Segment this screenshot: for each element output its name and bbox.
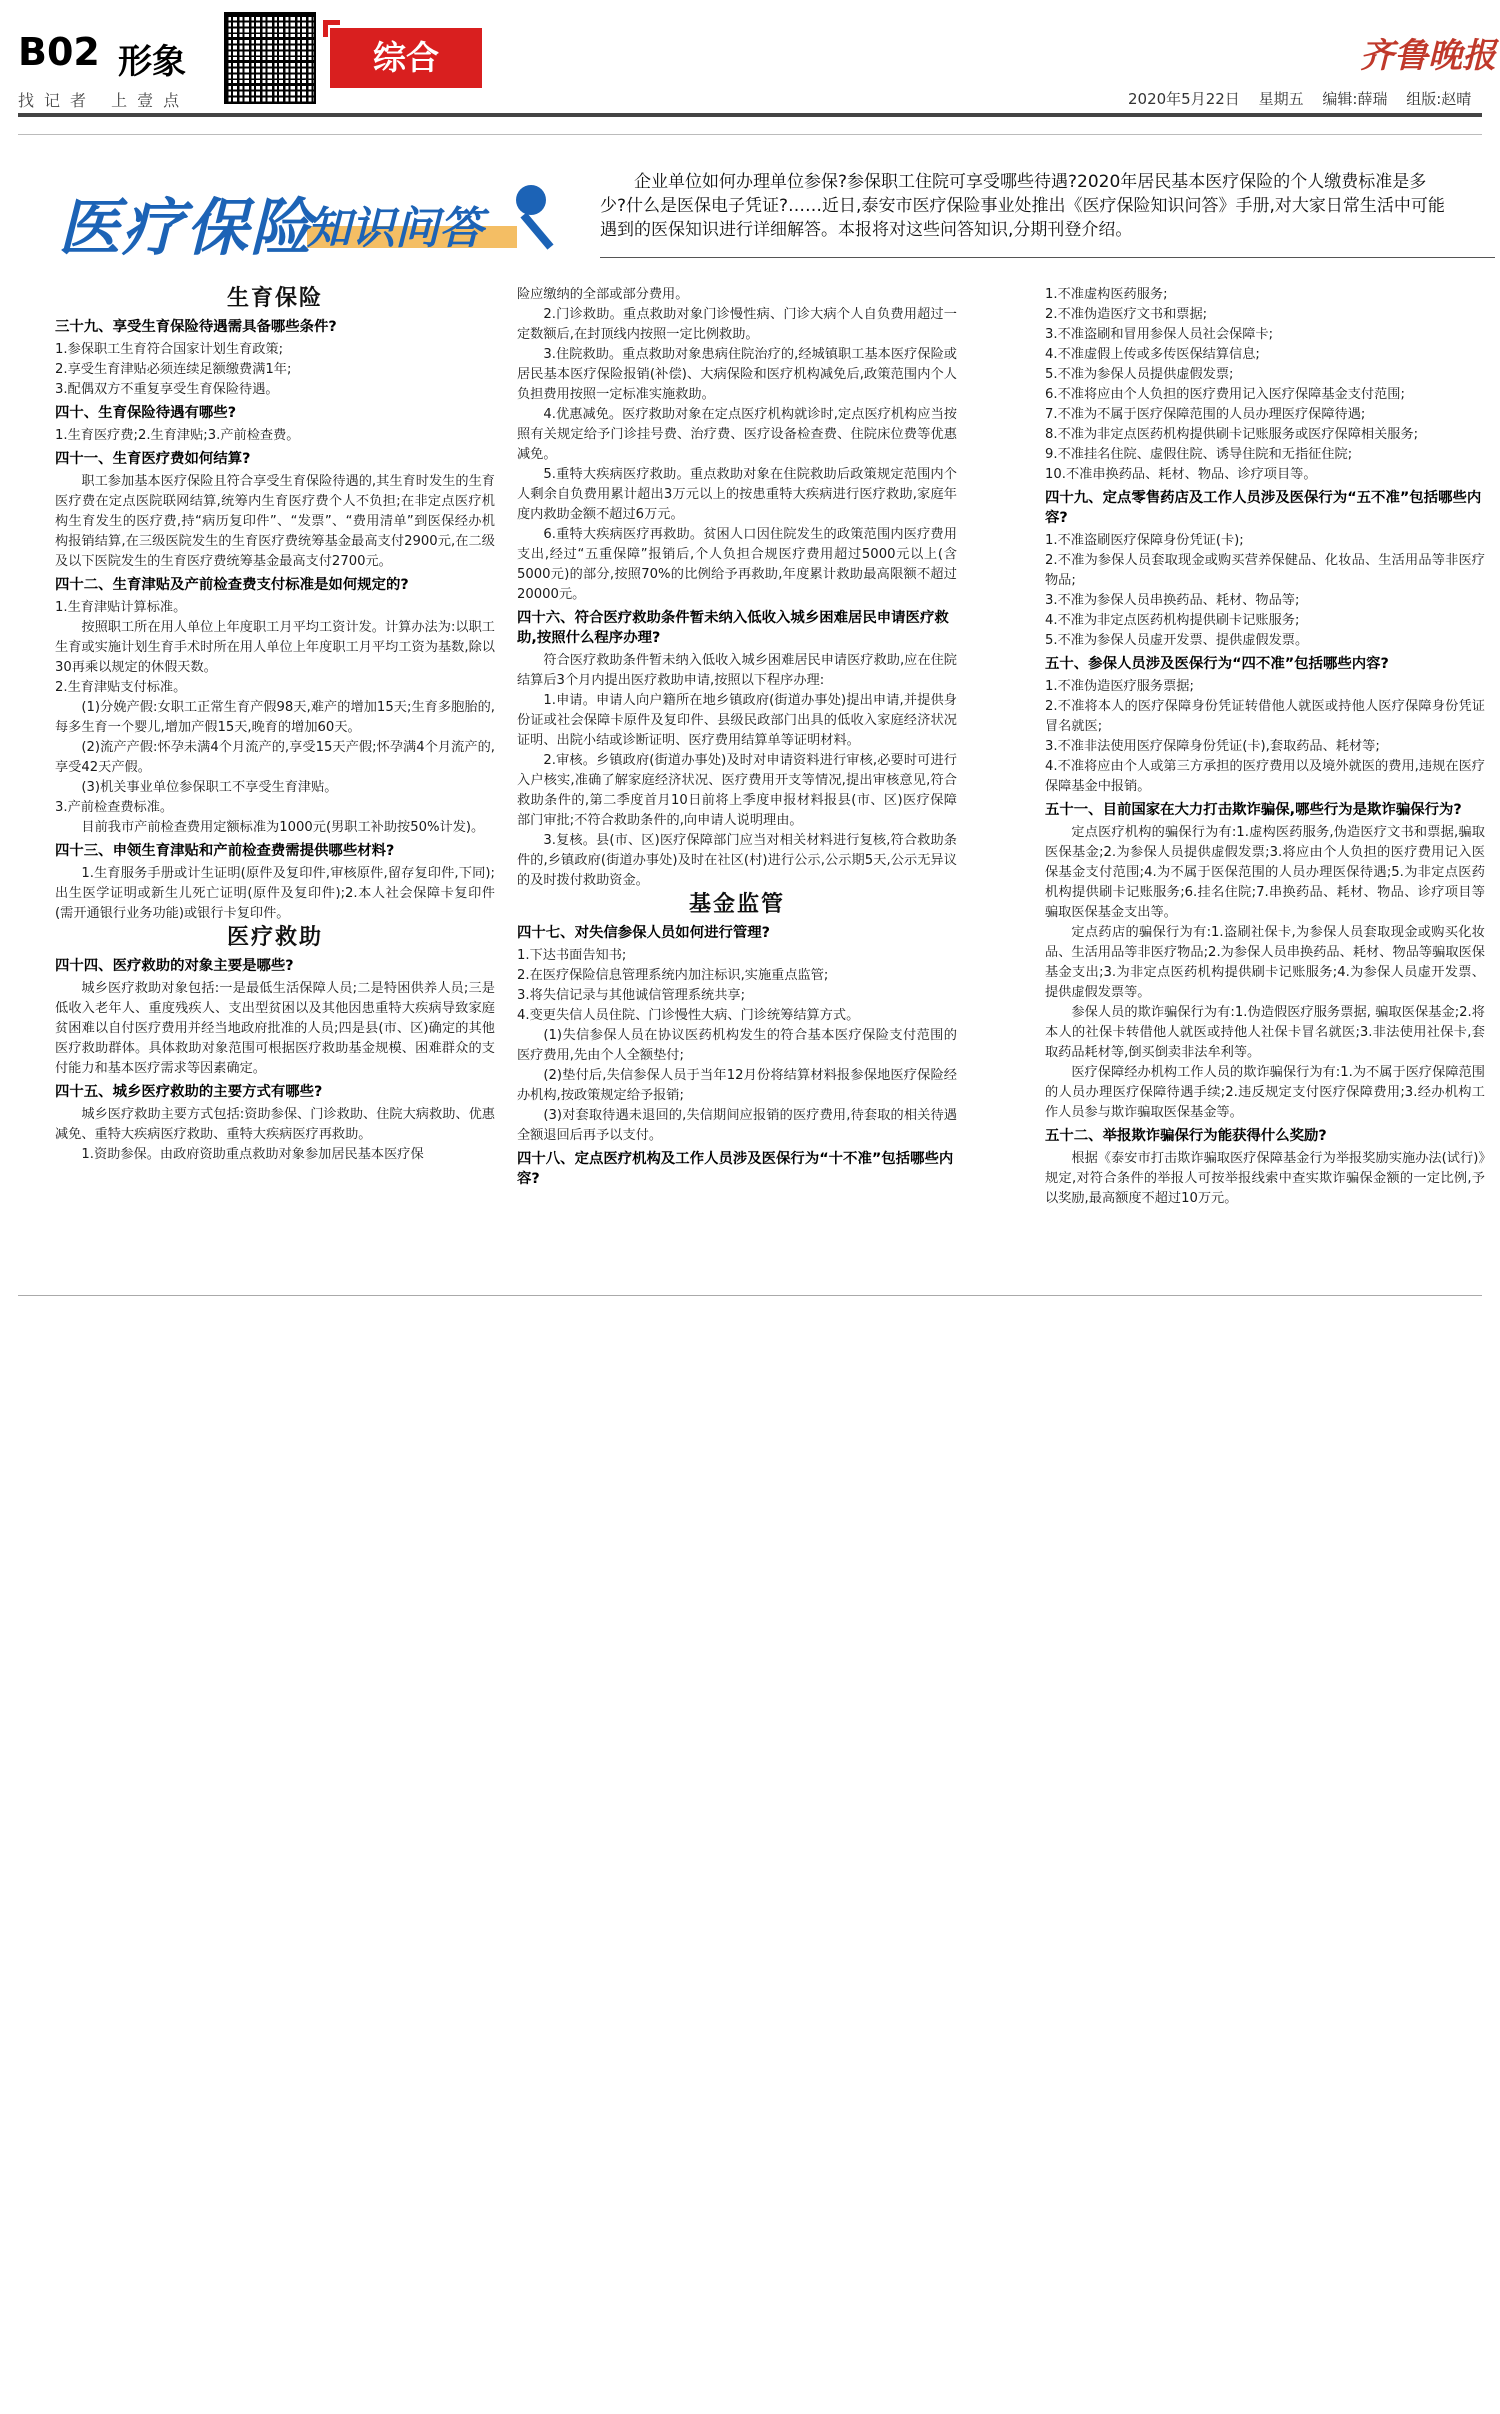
section-heading-medical-aid: 医疗救助 [226, 925, 323, 950]
answer-line: 1.下达书面告知书; [517, 948, 627, 963]
question-45: 四十五、城乡医疗救助的主要方式有哪些? [55, 1084, 323, 1100]
list-item: 9.不准挂名住院、虚假住院、诱导住院和无指征住院; [1045, 447, 1353, 462]
footer-rule [18, 1295, 1482, 1296]
answer-paragraph: (2)垫付后,失信参保人员于当年12月份将结算材料报参保地医疗保险经办机构,按政策规定给予报销; [517, 1068, 957, 1103]
page-number: B02 [18, 30, 100, 74]
answer-paragraph: 2.审核。乡镇政府(街道办事处)及时对申请资料进行审核,必要时可进行入户核实,准确了解家庭经济状况、医疗费用开支等情况,提出审核意见,符合救助条件的,第二季度首月10日前将上季度申报材料报县(市、区)医疗保障部门审批;不符合救助条件的,向申请人说明理由。 [517, 753, 957, 828]
header-rule-thin [18, 134, 1482, 135]
list-item: 2.不准伪造医疗文书和票据; [1045, 307, 1208, 322]
qr-code-icon [224, 12, 316, 104]
banner-title: 医疗保险 [58, 191, 315, 264]
question-44: 四十四、医疗救助的对象主要是哪些? [55, 958, 294, 974]
column-2 [517, 285, 957, 1192]
newspaper-logo: 齐鲁晚报 [1360, 36, 1496, 76]
answer-line: 2.生育津贴支付标准。 [55, 680, 187, 695]
answer-paragraph: 1.申请。申请人向户籍所在地乡镇政府(街道办事处)提出申请,并提供身份证或社会保障卡原件及复印件、县级民政部门出具的低收入家庭经济状况证明、出院小结或诊断证明、医疗费用结算单等证明材料。 [517, 693, 957, 748]
question-46: 四十六、符合医疗救助条件暂未纳入低收入城乡困难居民申请医疗救助,按照什么程序办理? [517, 610, 949, 646]
answer-paragraph: 目前我市产前检查费用定额标准为1000元(男职工补助按50%计发)。 [81, 820, 485, 835]
answer-line: 1.生育津贴计算标准。 [55, 600, 187, 615]
list-item: 1.不准虚构医药服务; [1045, 287, 1168, 302]
list-item: 1.不准伪造医疗服务票据; [1045, 679, 1194, 694]
answer-paragraph: 参保人员的欺诈骗保行为有:1.伪造假医疗服务票据, 骗取医保基金;2.将本人的社保卡转借他人就医或持他人社保卡冒名就医;3.非法使用社保卡,套取药品耗材等,倒买倒卖非法牟利等。 [1045, 1005, 1485, 1060]
list-item: 10.不准串换药品、耗材、物品、诊疗项目等。 [1045, 467, 1317, 482]
list-item: 2.不准将本人的医疗保障身份凭证转借他人就医或持他人医疗保障身份凭证冒名就医; [1045, 699, 1485, 734]
answer-line: 1.生育医疗费;2.生育津贴;3.产前检查费。 [55, 428, 300, 443]
answer-paragraph: 2.门诊救助。重点救助对象门诊慢性病、门诊大病个人自负费用超过一定数额后,在封顶线内按照一定比例救助。 [517, 307, 957, 342]
list-item: 4.不准为非定点医药机构提供刷卡记账服务; [1045, 613, 1300, 628]
answer-paragraph: 4.优惠减免。医疗救助对象在定点医疗机构就诊时,定点医疗机构应当按照有关规定给予门诊挂号费、治疗费、医疗设备检查费、住院床位费等优惠减免。 [517, 407, 957, 462]
answer-paragraph: (1)失信参保人员在协议医药机构发生的符合基本医疗保险支付范围的医疗费用,先由个人全额垫付; [517, 1028, 957, 1063]
question-48: 四十八、定点医疗机构及工作人员涉及医保行为“十不准”包括哪些内容? [517, 1151, 954, 1187]
intro-rule [600, 257, 1495, 258]
banner-subtitle: 知识问答 [307, 203, 483, 254]
list-item: 6.不准将应由个人负担的医疗费用记入医疗保障基金支付范围; [1045, 387, 1405, 402]
list-item: 3.不准为参保人员串换药品、耗材、物品等; [1045, 593, 1300, 608]
answer-paragraph: 按照职工所在用人单位上年度职工月平均工资计发。计算办法为:以职工生育或实施计划生育手术时所在用人单位上年度职工月平均工资为基数,除以30再乘以规定的休假天数。 [55, 620, 495, 675]
list-item: 7.不准为不属于医疗保障范围的人员办理医疗保障待遇; [1045, 407, 1366, 422]
answer-paragraph: 根据《泰安市打击欺诈骗取医疗保障基金行为举报奖励实施办法(试行)》规定,对符合条件的举报人可按举报线索中查实欺诈骗保金额的一定比例,予以奖励,最高额度不超过10万元。 [1045, 1151, 1485, 1206]
issue-weekday: 星期五 [1258, 90, 1304, 108]
answer-paragraph: 定点药店的骗保行为有:1.盗刷社保卡,为参保人员套取现金或购买化妆品、生活用品等非医疗物品;2.为参保人员串换药品、耗材、物品等骗取医保基金支出;3.为非定点医药机构提供刷卡记账服务;4.为参保人员虚开发票、提供虚假发票等。 [1045, 925, 1485, 1000]
list-item: 4.不准虚假上传或多传医保结算信息; [1045, 347, 1260, 362]
question-47: 四十七、对失信参保人员如何进行管理? [517, 925, 770, 941]
answer-paragraph: (3)机关事业单位参保职工不享受生育津贴。 [81, 780, 338, 795]
list-item: 5.不准为参保人员虚开发票、提供虚假发票。 [1045, 633, 1309, 648]
answer-paragraph: 1.资助参保。由政府资助重点救助对象参加居民基本医疗保 [81, 1147, 424, 1162]
editor: 编辑:薛瑞 [1322, 90, 1388, 108]
answer-line: 3.产前检查费标准。 [55, 800, 174, 815]
list-item: 4.不准将应由个人或第三方承担的医疗费用以及境外就医的费用,违规在医疗保障基金中报销。 [1045, 759, 1485, 794]
answer-line: 1.参保职工生育符合国家计划生育政策; [55, 342, 284, 357]
dateline [1128, 88, 1485, 109]
answer-paragraph: 3.住院救助。重点救助对象患病住院治疗的,经城镇职工基本医疗保险或居民基本医疗保险报销(补偿)、大病保险和医疗机构减免后,政策范围内个人负担费用按照一定标准实施救助。 [517, 347, 957, 402]
issue-date: 2020年5月22日 [1128, 90, 1240, 108]
answer-paragraph: 5.重特大疾病医疗救助。重点救助对象在住院救助后政策规定范围内个人剩余自负费用累计超出3万元以上的按患重特大疾病进行医疗救助,家庭年度内救助金额不超过6万元。 [517, 467, 957, 522]
microphone-icon [516, 185, 546, 215]
section-heading-maternity: 生育保险 [226, 286, 323, 311]
question-41: 四十一、生育医疗费如何结算? [55, 451, 251, 467]
question-52: 五十二、举报欺诈骗保行为能获得什么奖励? [1045, 1128, 1327, 1144]
answer-paragraph: 职工参加基本医疗保险且符合享受生育保险待遇的,其生育时发生的生育医疗费在定点医院联网结算,统筹内生育医疗费个人不负担;在非定点医疗机构生育发生的医疗费,持“病历复印件”、“发票”、“费用清单”到医保经办机构报销结算,在三级医院发生的生育医疗费统筹基金最高支付2900元,在二级及以下医院发生的生育医疗费统筹基金最高支付2700元。 [55, 474, 495, 569]
intro-paragraph: 企业单位如何办理单位参保?参保职工住院可享受哪些待遇?2020年居民基本医疗保险的个人缴费标准是多少?什么是医保电子凭证?……近日,泰安市医疗保险事业处推出《医疗保险知识问答》手册,对大家日常生活中可能遇到的医保知识进行详细解答。本报将对这些问答知识,分期刊登介绍。 [600, 172, 1445, 240]
answer-paragraph: 3.复核。县(市、区)医疗保障部门应当对相关材料进行复核,符合救助条件的,乡镇政府(街道办事处)及时在社区(村)进行公示,公示期5天,公示无异议的及时拨付救助资金。 [517, 833, 957, 888]
list-item: 8.不准为非定点医药机构提供刷卡记账服务或医疗保障相关服务; [1045, 427, 1419, 442]
answer-paragraph: 符合医疗救助条件暂未纳入低收入城乡困难居民申请医疗救助,应在住院结算后3个月内提出医疗救助申请,按照以下程序办理: [517, 653, 957, 688]
header-rule [18, 113, 1482, 117]
layout-editor: 组版:赵晴 [1406, 90, 1472, 108]
column-1 [55, 285, 495, 1165]
answer-paragraph: (3)对套取待遇未退回的,失信期间应报销的医疗费用,待套取的相关待遇全额退回后再予以支付。 [517, 1108, 957, 1143]
question-51: 五十一、目前国家在大力打击欺诈骗保,哪些行为是欺诈骗保行为? [1045, 802, 1462, 818]
list-item: 1.不准盗刷医疗保障身份凭证(卡); [1045, 533, 1244, 548]
slogan: 找记者 上壹点 [18, 91, 190, 110]
microphone-handle [520, 212, 553, 249]
list-item: 2.不准为参保人员套取现金或购买营养保健品、化妆品、生活用品等非医疗物品; [1045, 553, 1485, 588]
section-heading-fund-supervision: 基金监管 [688, 892, 785, 917]
answer-paragraph: 定点医疗机构的骗保行为有:1.虚构医药服务,伪造医疗文书和票据,骗取医保基金;2.为参保人员提供虚假发票;3.将应由个人负担的医疗费用记入医保基金支付范围;4.为不属于医保范围的人员办理医保待遇;5.为非定点医药机构提供刷卡记账服务;6.挂名住院;7.串换药品、耗材、物品、诊疗项目等骗取医保基金支出等。 [1045, 825, 1485, 920]
answer-paragraph: (2)流产产假:怀孕未满4个月流产的,享受15天产假;怀孕满4个月流产的,享受42天产假。 [55, 740, 495, 775]
answer-paragraph: 1.生育服务手册或计生证明(原件及复印件,审核原件,留存复印件,下同);出生医学证明或新生儿死亡证明(原件及复印件);2.本人社会保障卡复印件(需开通银行业务功能)或银行卡复印件。 [55, 866, 495, 921]
list-item: 3.不准盗刷和冒用参保人员社会保障卡; [1045, 327, 1274, 342]
answer-line: 3.将失信记录与其他诚信管理系统共享; [517, 988, 746, 1003]
answer-paragraph: 险应缴纳的全部或部分费用。 [517, 287, 689, 302]
question-40: 四十、生育保险待遇有哪些? [55, 405, 237, 421]
answer-paragraph: 医疗保障经办机构工作人员的欺诈骗保行为有:1.为不属于医疗保障范围的人员办理医疗保障待遇手续;2.违反规定支付医疗保障费用;3.经办机构工作人员参与欺诈骗取医保基金等。 [1045, 1065, 1485, 1120]
question-42: 四十二、生育津贴及产前检查费支付标准是如何规定的? [55, 577, 409, 593]
question-49: 四十九、定点零售药店及工作人员涉及医保行为“五不准”包括哪些内容? [1045, 490, 1482, 526]
page-name: 形象 [118, 42, 186, 82]
section-label: 综合 [330, 28, 482, 88]
answer-line: 2.享受生育津贴必须连续足额缴费满1年; [55, 362, 292, 377]
column-3 [1045, 285, 1485, 1209]
answer-paragraph: (1)分娩产假:女职工正常生育产假98天,难产的增加15天;生育多胞胎的,每多生育一个婴儿,增加产假15天,晚育的增加60天。 [55, 700, 495, 735]
answer-line: 4.变更失信人员住院、门诊慢性大病、门诊统筹结算方式。 [517, 1008, 860, 1023]
question-50: 五十、参保人员涉及医保行为“四不准”包括哪些内容? [1045, 656, 1389, 672]
answer-paragraph: 6.重特大疾病医疗再救助。贫困人口因住院发生的政策范围内医疗费用支出,经过“五重保障”报销后,个人负担合规医疗费用超过5000元以上(含5000元)的部分,按照70%的比例给予再救助,年度累计救助最高限额不超过20000元。 [517, 527, 957, 602]
answer-line: 2.在医疗保险信息管理系统内加注标识,实施重点监管; [517, 968, 829, 983]
answer-paragraph: 城乡医疗救助主要方式包括:资助参保、门诊救助、住院大病救助、优惠减免、重特大疾病医疗救助、重特大疾病医疗再救助。 [55, 1107, 495, 1142]
list-item: 3.不准非法使用医疗保障身份凭证(卡),套取药品、耗材等; [1045, 739, 1380, 754]
answer-line: 3.配偶双方不重复享受生育保险待遇。 [55, 382, 279, 397]
list-item: 5.不准为参保人员提供虚假发票; [1045, 367, 1234, 382]
question-39: 三十九、享受生育保险待遇需具备哪些条件? [55, 319, 337, 335]
answer-paragraph: 城乡医疗救助对象包括:一是最低生活保障人员;二是特困供养人员;三是低收入老年人、重度残疾人、支出型贫困以及其他因患重特大疾病导致家庭贫困难以自付医疗费用并经当地政府批准的人员;四是县(市、区)确定的其他医疗救助群体。具体救助对象范围可根据医疗救助基金规模、困难群众的支付能力和基本医疗需求等因素确定。 [55, 981, 495, 1076]
question-43: 四十三、申领生育津贴和产前检查费需提供哪些材料? [55, 843, 395, 859]
